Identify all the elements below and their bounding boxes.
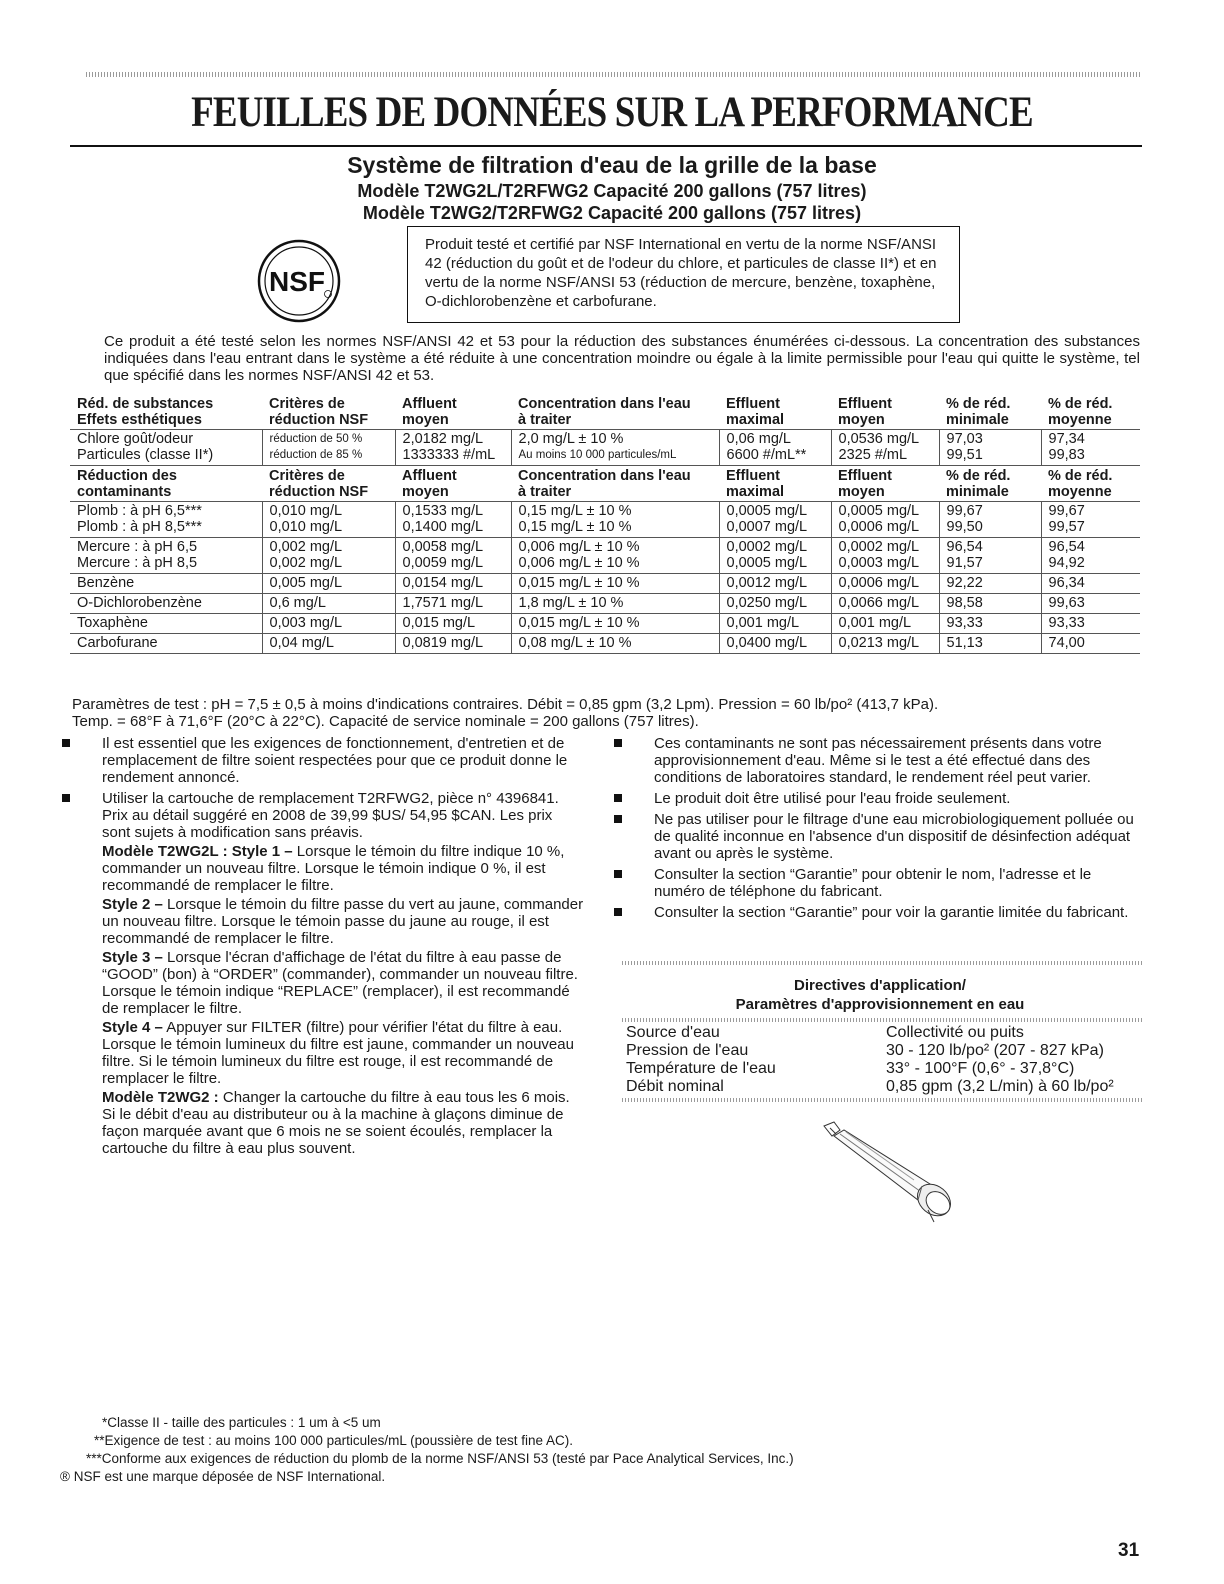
cell-line: 0,0400 mg/L bbox=[726, 635, 808, 651]
table-cell bbox=[1041, 430, 1140, 466]
cell-line: 0,1533 mg/L bbox=[402, 503, 484, 519]
table-cell bbox=[70, 538, 262, 574]
cell-line: 96,54 bbox=[946, 539, 983, 555]
cell-line: 99,67 bbox=[946, 503, 983, 519]
model-line-2: Modèle T2WG2/T2RFWG2 Capacité 200 gallons (757 litres) bbox=[362, 203, 862, 223]
table-cell bbox=[395, 466, 511, 502]
table-row bbox=[70, 502, 1140, 538]
bullet-item bbox=[614, 735, 1144, 786]
cell-line: 0,0003 mg/L bbox=[838, 555, 920, 571]
cell-line: 99,67 bbox=[1048, 503, 1085, 519]
table-cell bbox=[262, 538, 395, 574]
cell-line: minimale bbox=[946, 484, 1009, 500]
table-cell bbox=[511, 466, 719, 502]
directives-row bbox=[626, 1078, 1146, 1096]
cell-line: moyen bbox=[402, 484, 449, 500]
filter-cartridge-icon bbox=[810, 1118, 960, 1228]
directives-row bbox=[626, 1024, 1146, 1042]
table-cell bbox=[939, 430, 1041, 466]
cell-line: réduction de 85 % bbox=[269, 449, 363, 461]
model-line-1: Modèle T2WG2L/T2RFWG2 Capacité 200 gallons (757 litres) bbox=[357, 181, 867, 201]
cell-line: Carbofurane bbox=[77, 635, 158, 651]
cell-line: moyenne bbox=[1048, 412, 1112, 428]
table-cell bbox=[70, 430, 262, 466]
cell-line: Plomb : à pH 6,5*** bbox=[77, 503, 202, 519]
cell-line: moyen bbox=[838, 484, 885, 500]
table-cell bbox=[262, 394, 395, 430]
table-cell bbox=[831, 502, 939, 538]
cell-line: 91,57 bbox=[946, 555, 983, 571]
table-cell bbox=[395, 594, 511, 614]
cell-line: % de réd. bbox=[946, 396, 1011, 412]
cell-line: 98,58 bbox=[946, 595, 983, 611]
bullet-item bbox=[614, 811, 1144, 862]
table-row bbox=[70, 538, 1140, 574]
cell-line: 94,92 bbox=[1048, 555, 1085, 571]
table-cell bbox=[262, 594, 395, 614]
cell-line: à traiter bbox=[518, 412, 572, 428]
table-cell bbox=[719, 634, 831, 654]
performance-table bbox=[70, 394, 1140, 654]
cell-line: 92,22 bbox=[946, 575, 983, 591]
test-params-line-2: Temp. = 68°F à 71,6°F (20°C à 22°C). Capacité de service nominale = 200 gallons (757 litres). bbox=[72, 713, 699, 730]
bullet-square-icon bbox=[62, 739, 70, 747]
table-cell bbox=[511, 502, 719, 538]
cell-line: 1333333 #/mL bbox=[402, 447, 496, 463]
bullet-text: Consulter la section “Garantie” pour voir la garantie limitée du fabricant. bbox=[654, 904, 1129, 921]
cell-line: 0,0005 mg/L bbox=[726, 555, 808, 571]
table-cell bbox=[719, 574, 831, 594]
cell-line: réduction de 50 % bbox=[269, 433, 363, 445]
cell-line: 0,0819 mg/L bbox=[402, 635, 484, 651]
cell-line: 0,0002 mg/L bbox=[726, 539, 808, 555]
directives-title-2: Paramètres d'approvisionnement en eau bbox=[735, 996, 1025, 1013]
table-cell bbox=[719, 594, 831, 614]
style-text: Changer la cartouche du filtre à eau tous les 6 mois. Si le débit d'eau au distributeur ou à la machine à glaçons diminue de façon marquée avant que 6 mois ne se soient écoulés, remplacer la cartouche du filtre à eau plus souvent. bbox=[102, 1089, 570, 1157]
cell-line: 0,0058 mg/L bbox=[402, 539, 484, 555]
footnote: *Classe II - taille des particules : 1 um à <5 um bbox=[102, 1415, 381, 1430]
table-cell bbox=[1041, 634, 1140, 654]
style-3-instruction bbox=[102, 949, 584, 1017]
cell-line: 0,0005 mg/L bbox=[726, 503, 808, 519]
cell-line: Critères de bbox=[269, 468, 345, 484]
section-subtitle: Système de filtration d'eau de la grille de la base bbox=[347, 152, 877, 178]
table-cell bbox=[70, 502, 262, 538]
style-label: Modèle T2WG2L : Style 1 – bbox=[102, 843, 293, 860]
title-underline bbox=[70, 145, 1142, 147]
style-1-instruction bbox=[102, 843, 584, 894]
table-cell bbox=[70, 594, 262, 614]
table-cell bbox=[1041, 614, 1140, 634]
table-cell bbox=[719, 614, 831, 634]
left-column bbox=[62, 735, 584, 1161]
directives-table bbox=[626, 1024, 1146, 1096]
table-cell bbox=[1041, 574, 1140, 594]
footnote: ® NSF est une marque déposée de NSF International. bbox=[60, 1469, 386, 1484]
cell-line: % de réd. bbox=[1048, 468, 1113, 484]
cell-line: réduction NSF bbox=[269, 484, 369, 500]
table-cell bbox=[831, 634, 939, 654]
cell-line: 0,0213 mg/L bbox=[838, 635, 920, 651]
table-cell bbox=[719, 538, 831, 574]
directives-mid-divider bbox=[622, 1018, 1142, 1022]
cell-line: 51,13 bbox=[946, 635, 983, 651]
table-cell bbox=[262, 502, 395, 538]
table-cell bbox=[939, 614, 1041, 634]
table-cell bbox=[939, 538, 1041, 574]
bullet-item bbox=[614, 866, 1144, 900]
style-text: Lorsque l'écran d'affichage de l'état du filtre à eau passe de “GOOD” (bon) à “ORDER” (commander), commander un nouveau filtre. Lorsque le témoin indique “REPLACE” (remplacer), il est recommandé de remplacer le filtre. bbox=[102, 949, 578, 1017]
bullet-square-icon bbox=[614, 815, 622, 823]
table-cell bbox=[1041, 394, 1140, 430]
table-cell bbox=[939, 394, 1041, 430]
cell-line: 0,0059 mg/L bbox=[402, 555, 484, 571]
style-2-instruction bbox=[102, 896, 584, 947]
footnote: ***Conforme aux exigences de réduction du plomb de la norme NSF/ANSI 53 (testé par Pace Analytical Services, Inc.) bbox=[86, 1451, 794, 1466]
cell-line: 2,0182 mg/L bbox=[402, 431, 484, 447]
table-header-row bbox=[70, 466, 1140, 502]
table-cell bbox=[511, 614, 719, 634]
cell-line: % de réd. bbox=[946, 468, 1011, 484]
cell-line: 1,7571 mg/L bbox=[402, 595, 484, 611]
cell-line: Chlore goût/odeur bbox=[77, 431, 194, 447]
directive-key: Température de l'eau bbox=[626, 1060, 776, 1077]
cell-line: 0,002 mg/L bbox=[269, 539, 343, 555]
cell-line: contaminants bbox=[77, 484, 172, 500]
test-parameters bbox=[72, 696, 1152, 730]
style-label: Modèle T2WG2 : bbox=[102, 1089, 219, 1106]
table-cell bbox=[831, 538, 939, 574]
table-cell bbox=[511, 574, 719, 594]
directives-row bbox=[626, 1060, 1146, 1078]
table-cell bbox=[395, 538, 511, 574]
table-cell bbox=[1041, 502, 1140, 538]
test-params-line-1: Paramètres de test : pH = 7,5 ± 0,5 à moins d'indications contraires. Débit = 0,85 gpm (3,2 Lpm). Pression = 60 lb/po² (413,7 kPa). bbox=[72, 696, 939, 713]
bullet-square-icon bbox=[614, 908, 622, 916]
cell-line: 0,001 mg/L bbox=[726, 615, 800, 631]
cell-line: 96,54 bbox=[1048, 539, 1085, 555]
cell-line: 0,0006 mg/L bbox=[838, 519, 920, 535]
style-label: Style 4 – bbox=[102, 1019, 163, 1036]
directive-value: 0,85 gpm (3,2 L/min) à 60 lb/po² bbox=[886, 1078, 1114, 1095]
table-cell bbox=[719, 466, 831, 502]
directive-value: 33° - 100°F (0,6° - 37,8°C) bbox=[886, 1060, 1075, 1077]
cell-line: 2,0 mg/L ± 10 % bbox=[518, 431, 624, 447]
bullet-text: Ne pas utiliser pour le filtrage d'une eau microbiologiquement polluée ou de qualité inconnue en l'absence d'un dispositif de désinfection adéquat avant ou après le système. bbox=[654, 811, 1134, 862]
table-cell bbox=[831, 594, 939, 614]
cell-line: 1,8 mg/L ± 10 % bbox=[518, 595, 624, 611]
cell-line: Effluent bbox=[726, 396, 780, 412]
table-row bbox=[70, 634, 1140, 654]
footnote: **Exigence de test : au moins 100 000 particules/mL (poussière de test fine AC). bbox=[94, 1433, 574, 1448]
style-label: Style 2 – bbox=[102, 896, 163, 913]
table-cell bbox=[70, 394, 262, 430]
cell-line: 0,010 mg/L bbox=[269, 503, 343, 519]
cell-line: 99,50 bbox=[946, 519, 983, 535]
cell-line: 0,0536 mg/L bbox=[838, 431, 920, 447]
cell-line: 0,001 mg/L bbox=[838, 615, 912, 631]
cell-line: 93,33 bbox=[1048, 615, 1085, 631]
cell-line: 0,006 mg/L ± 10 % bbox=[518, 539, 640, 555]
cell-line: 99,83 bbox=[1048, 447, 1085, 463]
cell-line: 74,00 bbox=[1048, 635, 1085, 651]
table-cell bbox=[395, 502, 511, 538]
cell-line: 0,06 mg/L bbox=[726, 431, 791, 447]
cell-line: Toxaphène bbox=[77, 615, 148, 631]
table-cell bbox=[831, 574, 939, 594]
cell-line: Affluent bbox=[402, 468, 457, 484]
footnotes bbox=[56, 1414, 794, 1486]
bullet-square-icon bbox=[614, 870, 622, 878]
cell-line: Effluent bbox=[726, 468, 780, 484]
cell-line: Réduction des bbox=[77, 468, 177, 484]
directive-value: Collectivité ou puits bbox=[886, 1024, 1024, 1041]
table-cell bbox=[511, 538, 719, 574]
cell-line: 96,34 bbox=[1048, 575, 1085, 591]
table-cell bbox=[939, 594, 1041, 614]
table-cell bbox=[262, 614, 395, 634]
cell-line: 2325 #/mL bbox=[838, 447, 908, 463]
table-cell bbox=[511, 594, 719, 614]
cell-line: Plomb : à pH 8,5*** bbox=[77, 519, 202, 535]
table-cell bbox=[395, 574, 511, 594]
table-cell bbox=[719, 502, 831, 538]
cell-line: 0,0066 mg/L bbox=[838, 595, 920, 611]
cell-line: 99,57 bbox=[1048, 519, 1085, 535]
cell-line: Concentration dans l'eau bbox=[518, 468, 691, 484]
cell-line: Au moins 10 000 particules/mL bbox=[518, 449, 677, 461]
cell-line: Réd. de substances bbox=[77, 396, 214, 412]
cell-line: 0,15 mg/L ± 10 % bbox=[518, 519, 632, 535]
cell-line: moyen bbox=[402, 412, 449, 428]
cell-line: 0,0007 mg/L bbox=[726, 519, 808, 535]
cell-line: 0,0005 mg/L bbox=[838, 503, 920, 519]
cell-line: Concentration dans l'eau bbox=[518, 396, 691, 412]
table-cell bbox=[1041, 538, 1140, 574]
cell-line: Effets esthétiques bbox=[77, 412, 202, 428]
table-cell bbox=[1041, 594, 1140, 614]
cell-line: 0,08 mg/L ± 10 % bbox=[518, 635, 632, 651]
nsf-logo-text: NSF bbox=[269, 266, 325, 297]
cell-line: Mercure : à pH 6,5 bbox=[77, 539, 198, 555]
table-cell bbox=[831, 394, 939, 430]
cell-line: 0,6 mg/L bbox=[269, 595, 326, 611]
cell-line: 97,34 bbox=[1048, 431, 1085, 447]
cell-line: 0,002 mg/L bbox=[269, 555, 343, 571]
directives-row bbox=[626, 1042, 1146, 1060]
bullet-square-icon bbox=[62, 794, 70, 802]
bullet-square-icon bbox=[614, 794, 622, 802]
bullet-text: Utiliser la cartouche de remplacement T2RFWG2, pièce n° 4396841. Prix au détail suggéré en 2008 de 39,99 $US/ 54,95 $CAN. Les prix sont sujets à modification sans préavis. bbox=[102, 790, 559, 841]
table-cell bbox=[70, 466, 262, 502]
table-cell bbox=[831, 614, 939, 634]
table-cell bbox=[719, 394, 831, 430]
table-cell bbox=[831, 466, 939, 502]
cell-line: minimale bbox=[946, 412, 1009, 428]
table-cell bbox=[395, 634, 511, 654]
cell-line: Benzène bbox=[77, 575, 135, 591]
style-4-instruction bbox=[102, 1019, 584, 1087]
table-cell bbox=[395, 394, 511, 430]
cell-line: maximal bbox=[726, 412, 785, 428]
page-number: 31 bbox=[1118, 1540, 1140, 1561]
bullet-item bbox=[614, 904, 1144, 921]
cell-line: Affluent bbox=[402, 396, 457, 412]
directives-top-divider bbox=[622, 961, 1142, 965]
table-row bbox=[70, 594, 1140, 614]
cell-line: 0,1400 mg/L bbox=[402, 519, 484, 535]
certification-box: Produit testé et certifié par NSF International en vertu de la norme NSF/ANSI 42 (réduction du goût et de l'odeur du chlore, et particules de classe II*) et en vertu de la norme NSF/ANSI 53 (réduction de mercure, benzène, toxaphène, O-dichlorobenzène et carbofurane. bbox=[407, 226, 960, 323]
cell-line: maximal bbox=[726, 484, 785, 500]
bullet-text: Le produit doit être utilisé pour l'eau froide seulement. bbox=[654, 790, 1011, 807]
table-row bbox=[70, 430, 1140, 466]
cell-line: 0,005 mg/L bbox=[269, 575, 343, 591]
table-cell bbox=[939, 502, 1041, 538]
cell-line: 0,04 mg/L bbox=[269, 635, 334, 651]
bullet-item bbox=[614, 790, 1144, 807]
table-row bbox=[70, 574, 1140, 594]
style-text: Lorsque le témoin du filtre indique 10 %, commander un nouveau filtre. Lorsque le témoin indique 0 %, il est recommandé de remplacer le filtre. bbox=[102, 843, 565, 894]
cell-line: 0,15 mg/L ± 10 % bbox=[518, 503, 632, 519]
cell-line: moyen bbox=[838, 412, 885, 428]
table-cell bbox=[395, 430, 511, 466]
table-cell bbox=[719, 430, 831, 466]
cell-line: % de réd. bbox=[1048, 396, 1113, 412]
directive-key: Pression de l'eau bbox=[626, 1042, 749, 1059]
table-row bbox=[70, 614, 1140, 634]
table-cell bbox=[70, 614, 262, 634]
table-cell bbox=[939, 634, 1041, 654]
bullet-text: Il est essentiel que les exigences de fonctionnement, d'entretien et de remplacement de filtre soient respectées pour que ce produit donne le rendement annoncé. bbox=[102, 735, 568, 786]
table-cell bbox=[831, 430, 939, 466]
table-cell bbox=[511, 634, 719, 654]
cell-line: Effluent bbox=[838, 468, 892, 484]
cell-line: Mercure : à pH 8,5 bbox=[77, 555, 198, 571]
cell-line: 0,0002 mg/L bbox=[838, 539, 920, 555]
table-cell bbox=[511, 430, 719, 466]
bullet-item bbox=[62, 735, 584, 786]
page-title: FEUILLES DE DONNÉES SUR LA PERFORMANCE bbox=[191, 89, 1033, 136]
cell-line: 0,015 mg/L ± 10 % bbox=[518, 615, 640, 631]
style-text: Lorsque le témoin du filtre passe du vert au jaune, commander un nouveau filtre. Lorsque le témoin passe du jaune au rouge, il est recommandé de remplacer le filtre. bbox=[102, 896, 584, 947]
table-header-row bbox=[70, 394, 1140, 430]
cell-line: 0,006 mg/L ± 10 % bbox=[518, 555, 640, 571]
style-label: Style 3 – bbox=[102, 949, 163, 966]
cell-line: Effluent bbox=[838, 396, 892, 412]
bullet-square-icon bbox=[614, 739, 622, 747]
bullet-text: Ces contaminants ne sont pas nécessairement présents dans votre approvisionnement d'eau. Même si le test a été effectué dans des conditions de laboratoires standard, le rendement réel peut varier. bbox=[654, 735, 1102, 786]
bullet-text: Consulter la section “Garantie” pour obtenir le nom, l'adresse et le numéro de téléphone du fabricant. bbox=[654, 866, 1092, 900]
cell-line: 0,0006 mg/L bbox=[838, 575, 920, 591]
directive-key: Débit nominal bbox=[626, 1078, 724, 1095]
table-cell bbox=[939, 574, 1041, 594]
table-cell bbox=[70, 634, 262, 654]
directives-bottom-divider bbox=[622, 1098, 1142, 1102]
intro-paragraph: Ce produit a été testé selon les normes NSF/ANSI 42 et 53 pour la réduction des substances énumérées ci-dessous. La concentration des substances indiquées dans l'eau entrant dans le système a été réduite à une concentration moindre ou égale à la limite permissible pour l'eau qui quitte le système, tel que spécifié dans les normes NSF/ANSI 42 et 53. bbox=[104, 333, 1140, 384]
performance-table-body bbox=[70, 394, 1140, 654]
table-cell bbox=[262, 430, 395, 466]
style-text: Appuyer sur FILTER (filtre) pour vérifier l'état du filtre à eau. Lorsque le témoin lumineux du filtre est jaune, commander un nouveau filtre. Si le témoin lumineux du filtre est rouge, il est recommandé de remplacer le filtre. bbox=[102, 1019, 574, 1087]
table-cell bbox=[262, 466, 395, 502]
table-cell bbox=[395, 614, 511, 634]
directive-key: Source d'eau bbox=[626, 1024, 720, 1041]
cell-line: Particules (classe II*) bbox=[77, 447, 214, 463]
directive-value: 30 - 120 lb/po² (207 - 827 kPa) bbox=[886, 1042, 1104, 1059]
cell-line: 0,0012 mg/L bbox=[726, 575, 808, 591]
cell-line: 0,003 mg/L bbox=[269, 615, 343, 631]
cell-line: Critères de bbox=[269, 396, 345, 412]
table-cell bbox=[1041, 466, 1140, 502]
cell-line: 0,0154 mg/L bbox=[402, 575, 484, 591]
directives-title-1: Directives d'application/ bbox=[794, 977, 966, 994]
model-t2wg2-instruction bbox=[102, 1089, 584, 1157]
cell-line: O-Dichlorobenzène bbox=[77, 595, 202, 611]
bullet-item bbox=[62, 790, 584, 1157]
cell-line: 99,63 bbox=[1048, 595, 1085, 611]
right-column bbox=[614, 735, 1144, 925]
cell-line: moyenne bbox=[1048, 484, 1112, 500]
table-cell bbox=[939, 466, 1041, 502]
cell-line: 0,0250 mg/L bbox=[726, 595, 808, 611]
cell-line: 93,33 bbox=[946, 615, 983, 631]
cell-line: 97,03 bbox=[946, 431, 983, 447]
nsf-logo-icon bbox=[256, 238, 342, 324]
cell-line: 6600 #/mL** bbox=[726, 447, 807, 463]
table-cell bbox=[70, 574, 262, 594]
cell-line: 0,015 mg/L ± 10 % bbox=[518, 575, 640, 591]
table-cell bbox=[262, 634, 395, 654]
cell-line: 0,015 mg/L bbox=[402, 615, 476, 631]
cell-line: réduction NSF bbox=[269, 412, 369, 428]
cell-line: 0,010 mg/L bbox=[269, 519, 343, 535]
table-cell bbox=[262, 574, 395, 594]
cell-line: 99,51 bbox=[946, 447, 983, 463]
table-cell bbox=[511, 394, 719, 430]
cell-line: à traiter bbox=[518, 484, 572, 500]
top-hatch-divider bbox=[86, 72, 1140, 77]
